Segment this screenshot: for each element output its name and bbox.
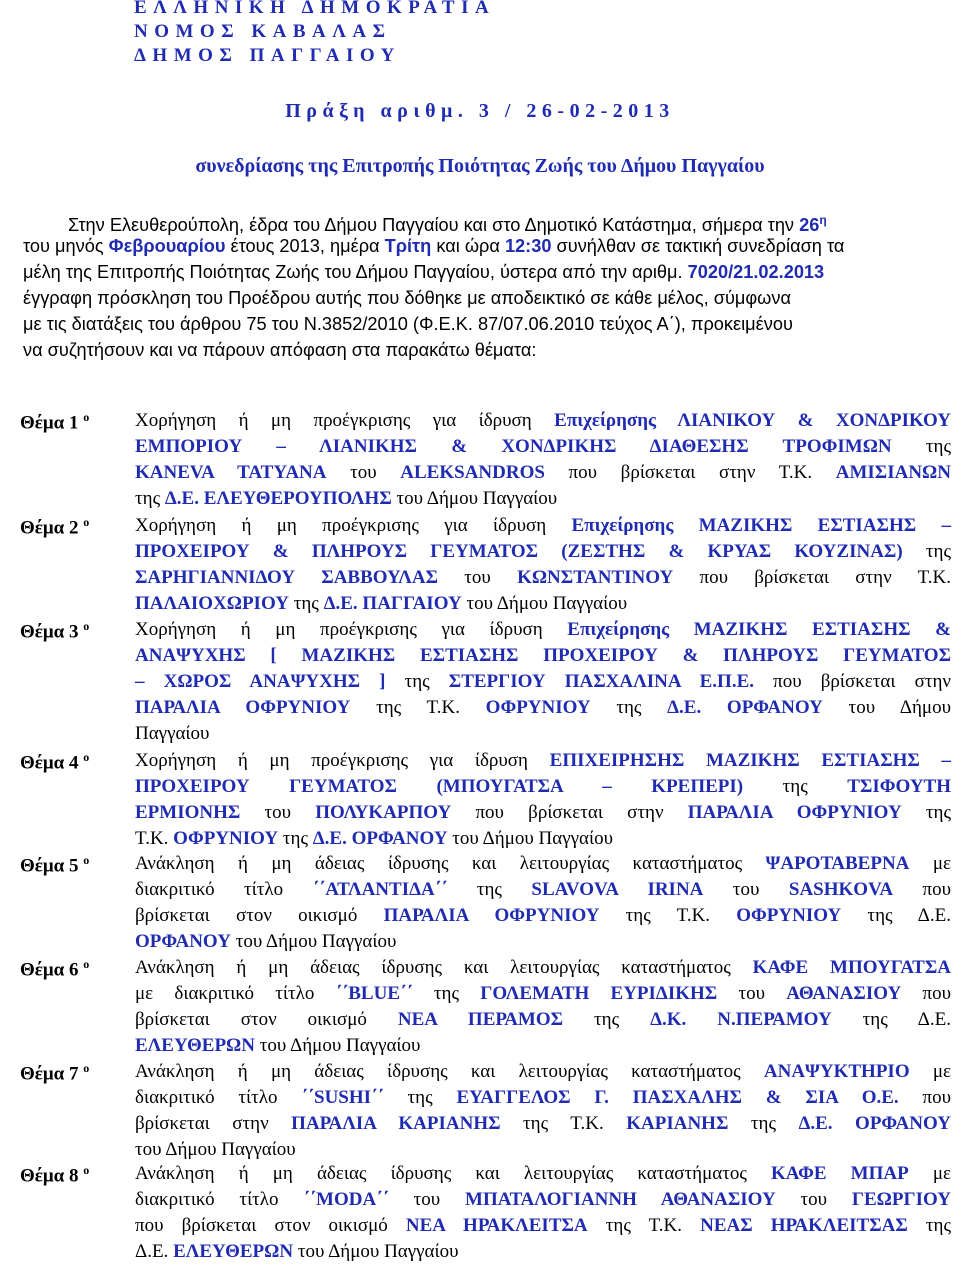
topic-label-3: Θέμα 3 $^o$	[20, 619, 90, 643]
topic-body-7	[135, 1059, 951, 1163]
topic-5-line-3: βρίσκεται στον οικισμό ΠΑΡΑΛΙΑ ΟΦΡΥΝΙΟΥ της Τ.Κ. ΟΦΡΥΝΙΟΥ της Δ.Ε.	[135, 905, 952, 926]
topic-8-line-4: Δ.Ε. ΕΛΕΥΘΕΡΩΝ του Δήμου Παγγαίου	[135, 1241, 459, 1262]
topic-body-8	[135, 1161, 951, 1265]
act-label: Πράξη αριθμ.	[285, 100, 479, 122]
topic-label-8: Θέμα 8 $^o$	[20, 1163, 90, 1187]
topic-1-line-3: KANEVA TATYANA του ALEKSANDROS που βρίσκεται στην Τ.Κ. ΑΜΙΣΙΑΝΩΝ	[135, 462, 951, 483]
topic-4-line-2: ΠΡΟΧΕΙΡΟΥ ΓΕΥΜΑΤΟΣ (ΜΠΟΥΓΑΤΣΑ – ΚΡΕΠΕΡΙ) της ΤΣΙΦΟΥΤΗ	[135, 776, 951, 797]
topic-7-line-3: βρίσκεται στην ΠΑΡΑΛΙΑ ΚΑΡΙΑΝΗΣ της Τ.Κ. ΚΑΡΙΑΝΗΣ της Δ.Ε. ΟΡΦΑΝΟΥ	[135, 1113, 951, 1134]
topic-6-line-3: βρίσκεται στον οικισμό ΝΕΑ ΠΕΡΑΜΟΣ της Δ.Κ. Ν.ΠΕΡΑΜΟΥ της Δ.Ε.	[135, 1009, 952, 1030]
topic-label-4: Θέμα 4 $^o$	[20, 750, 90, 774]
topic-5-line-2: διακριτικό τίτλο ΄΄ΑΤΛΑΝΤΙΔΑ΄΄ της SLAVOVA IRINA του SASHKOVA που	[135, 879, 952, 900]
topic-7-line-2: διακριτικό τίτλο ΄΄SUSHI΄΄ της ΕΥΑΓΓΕΛΟΣ Γ. ΠΑΣΧΑΛΗΣ & ΣΙΑ Ο.Ε. που	[135, 1087, 952, 1108]
topic-2-line-4: ΠΑΛΑΙΟΧΩΡΙΟΥ της Δ.Ε. ΠΑΓΓΑΙΟΥ του Δήμου Παγγαίου	[135, 593, 628, 614]
topic-2-line-1: Χορήγηση ή μη προέγκρισης για ίδρυση Επιχείρησης ΜΑΖΙΚΗΣ ΕΣΤΙΑΣΗΣ –	[135, 515, 951, 536]
header-line-2: ΝΟΜΟΣ ΚΑΒΑΛΑΣ	[134, 21, 392, 42]
header-line-3: ΔΗΜΟΣ ΠΑΓΓΑΙΟΥ	[134, 45, 401, 66]
topic-3-line-3: – ΧΩΡΟΣ ΑΝΑΨΥΧΗΣ ] της ΣΤΕΡΓΙΟΥ ΠΑΣΧΑΛΙΝΑ Ε.Π.Ε. που βρίσκεται στην	[135, 671, 951, 692]
topic-5-line-4: ΟΡΦΑΝΟΥ του Δήμου Παγγαίου	[135, 931, 397, 952]
topic-8-line-2: διακριτικό τίτλο ΄΄MODA΄΄ του ΜΠΑΤΑΛΟΓΙΑΝΝΗ ΑΘΑΝΑΣΙΟΥ του ΓΕΩΡΓΙΟΥ	[135, 1189, 951, 1210]
topic-8-line-3: που βρίσκεται στον οικισμό ΝΕΑ ΗΡΑΚΛΕΙΤΣΑ της Τ.Κ. ΝΕΑΣ ΗΡΑΚΛΕΙΤΣΑΣ της	[135, 1215, 951, 1236]
intro-line-5: με τις διατάξεις του άρθρου 75 του Ν.3852/2010 (Φ.Ε.Κ. 87/07.06.2010 τεύχος Α΄), προκειμένου	[23, 314, 793, 334]
date-weekday: Τρίτη	[384, 236, 432, 256]
topic-1-line-2: ΕΜΠΟΡΙΟΥ – ΛΙΑΝΙΚΗΣ & ΧΟΝΔΡΙΚΗΣ ΔΙΑΘΕΣΗΣ ΤΡΟΦΙΜΩΝ της	[135, 436, 951, 457]
topic-2-line-2: ΠΡΟΧΕΙΡΟΥ & ΠΛΗΡΟΥΣ ΓΕΥΜΑΤΟΣ (ΖΕΣΤΗΣ & ΚΡΥΑΣ ΚΟΥΖΙΝΑΣ) της	[135, 541, 951, 562]
intro-line-1: Στην Ελευθερούπολη, έδρα του Δήμου Παγγαίου και στο Δημοτικό Κατάστημα, σήμερα την $26^\eta$	[68, 213, 827, 236]
topic-5-line-1: Ανάκληση ή μη άδειας ίδρυσης και λειτουργίας καταστήματος ΨΑΡΟΤΑΒΕΡΝΑ με	[135, 853, 951, 874]
topic-4-line-1: Χορήγηση ή μη προέγκρισης για ίδρυση ΕΠΙΧΕΙΡΗΣΗΣ ΜΑΖΙΚΗΣ ΕΣΤΙΑΣΗΣ –	[135, 750, 951, 771]
topic-body-6	[135, 955, 951, 1059]
intro-line-6: να συζητήσουν και να πάρουν απόφαση στα παρακάτω θέματα:	[23, 340, 537, 360]
intro-line-3: μέλη της Επιτροπής Ποιότητας Ζωής του Δήμου Παγγαίου, ύστερα από την αριθμ. 7020/21.02.2013	[23, 262, 825, 282]
topic-3-line-5: Παγγαίου	[135, 723, 210, 744]
act-number-value: 3 / 26-02-2013	[478, 100, 675, 122]
topic-body-5	[135, 851, 951, 955]
topic-label-2: Θέμα 2 $^o$	[20, 515, 90, 539]
topic-6-line-1: Ανάκληση ή μη άδειας ίδρυσης και λειτουργίας καταστήματος ΚΑΦΕ ΜΠΟΥΓΑΤΣΑ	[135, 957, 951, 978]
topic-label-6: Θέμα 6 $^o$	[20, 957, 90, 981]
meeting-time: 12:30	[504, 236, 552, 256]
topic-1-line-4: της Δ.Ε. ΕΛΕΥΘΕΡΟΥΠΟΛΗΣ του Δήμου Παγγαίου	[135, 488, 558, 509]
act-number	[0, 100, 960, 123]
topic-body-3	[135, 617, 951, 747]
topic-2-line-3: ΣΑΡΗΓΙΑΝΝΙΔΟΥ ΣΑΒΒΟΥΛΑΣ του ΚΩΝΣΤΑΝΤΙΝΟΥ που βρίσκεται στην Τ.Κ.	[135, 567, 951, 588]
topic-4-line-3: ΕΡΜΙΟΝΗΣ του ΠΟΛΥΚΑΡΠΟΥ που βρίσκεται στην ΠΑΡΑΛΙΑ ΟΦΡΥΝΙΟΥ της	[135, 802, 951, 823]
topic-label-5: Θέμα 5 $^o$	[20, 853, 90, 877]
intro-paragraph	[23, 207, 941, 363]
topic-3-line-4: ΠΑΡΑΛΙΑ ΟΦΡΥΝΙΟΥ της Τ.Κ. ΟΦΡΥΝΙΟΥ της Δ.Ε. ΟΡΦΑΝΟΥ του Δήμου	[135, 697, 951, 718]
topic-3-line-2: ΑΝΑΨΥΧΗΣ [ ΜΑΖΙΚΗΣ ΕΣΤΙΑΣΗΣ ΠΡΟΧΕΙΡΟΥ & ΠΛΗΡΟΥΣ ΓΕΥΜΑΤΟΣ	[135, 645, 951, 666]
topic-4-line-4: Τ.Κ. ΟΦΡΥΝΙΟΥ της Δ.Ε. ΟΡΦΑΝΟΥ του Δήμου Παγγαίου	[135, 828, 613, 849]
subtitle: συνεδρίασης της Επιτροπής Ποιότητας Ζωής του Δήμου Παγγαίου	[195, 155, 765, 177]
topic-8-line-1: Ανάκληση ή μη άδειας ίδρυσης και λειτουργίας καταστήματος ΚΑΦΕ ΜΠΑΡ με	[135, 1163, 951, 1184]
protocol-number: 7020/21.02.2013	[687, 262, 825, 282]
topic-7-line-4: του Δήμου Παγγαίου	[135, 1139, 296, 1160]
topic-3-line-1: Χορήγηση ή μη προέγκρισης για ίδρυση Επιχείρησης ΜΑΖΙΚΗΣ ΕΣΤΙΑΣΗΣ &	[135, 619, 951, 640]
topic-label-1: Θέμα 1 $^o$	[20, 410, 90, 434]
topic-body-2	[135, 513, 951, 617]
topic-7-line-1: Ανάκληση ή μη άδειας ίδρυσης και λειτουργίας καταστήματος ΑΝΑΨΥΚΤΗΡΙΟ με	[135, 1061, 951, 1082]
date-day: 26	[799, 215, 820, 236]
intro-line-4: έγγραφη πρόσκληση του Προέδρου αυτής που δόθηκε με αποδεικτικό σε κάθε μέλος, σύμφωνα	[23, 288, 791, 308]
topic-6-line-4: ΕΛΕΥΘΕΡΩΝ του Δήμου Παγγαίου	[135, 1035, 421, 1056]
topic-label-7: Θέμα 7 $^o$	[20, 1061, 90, 1085]
intro-line-2: του μηνός Φεβρουαρίου έτους 2013, ημέρα Τρίτη και ώρα 12:30 συνήλθαν σε τακτική συνεδρίαση τα	[23, 236, 845, 256]
topic-body-4	[135, 748, 951, 852]
date-month: Φεβρουαρίου	[108, 236, 226, 256]
topic-body-1	[135, 408, 951, 512]
topic-6-line-2: με διακριτικό τίτλο ΄΄BLUE΄΄ της ΓΟΛΕΜΑΤΗ ΕΥΡΙΔΙΚΗΣ του ΑΘΑΝΑΣΙΟΥ που	[135, 983, 951, 1004]
header-line-1: ΕΛΛΗΝΙΚΗ ΔΗΜΟΚΡΑΤΙΑ	[134, 0, 496, 18]
topic-1-line-1: Χορήγηση ή μη προέγκρισης για ίδρυση Επιχείρησης ΛΙΑΝΙΚΟΥ & ΧΟΝΔΡΙΚΟΥ	[135, 410, 952, 431]
